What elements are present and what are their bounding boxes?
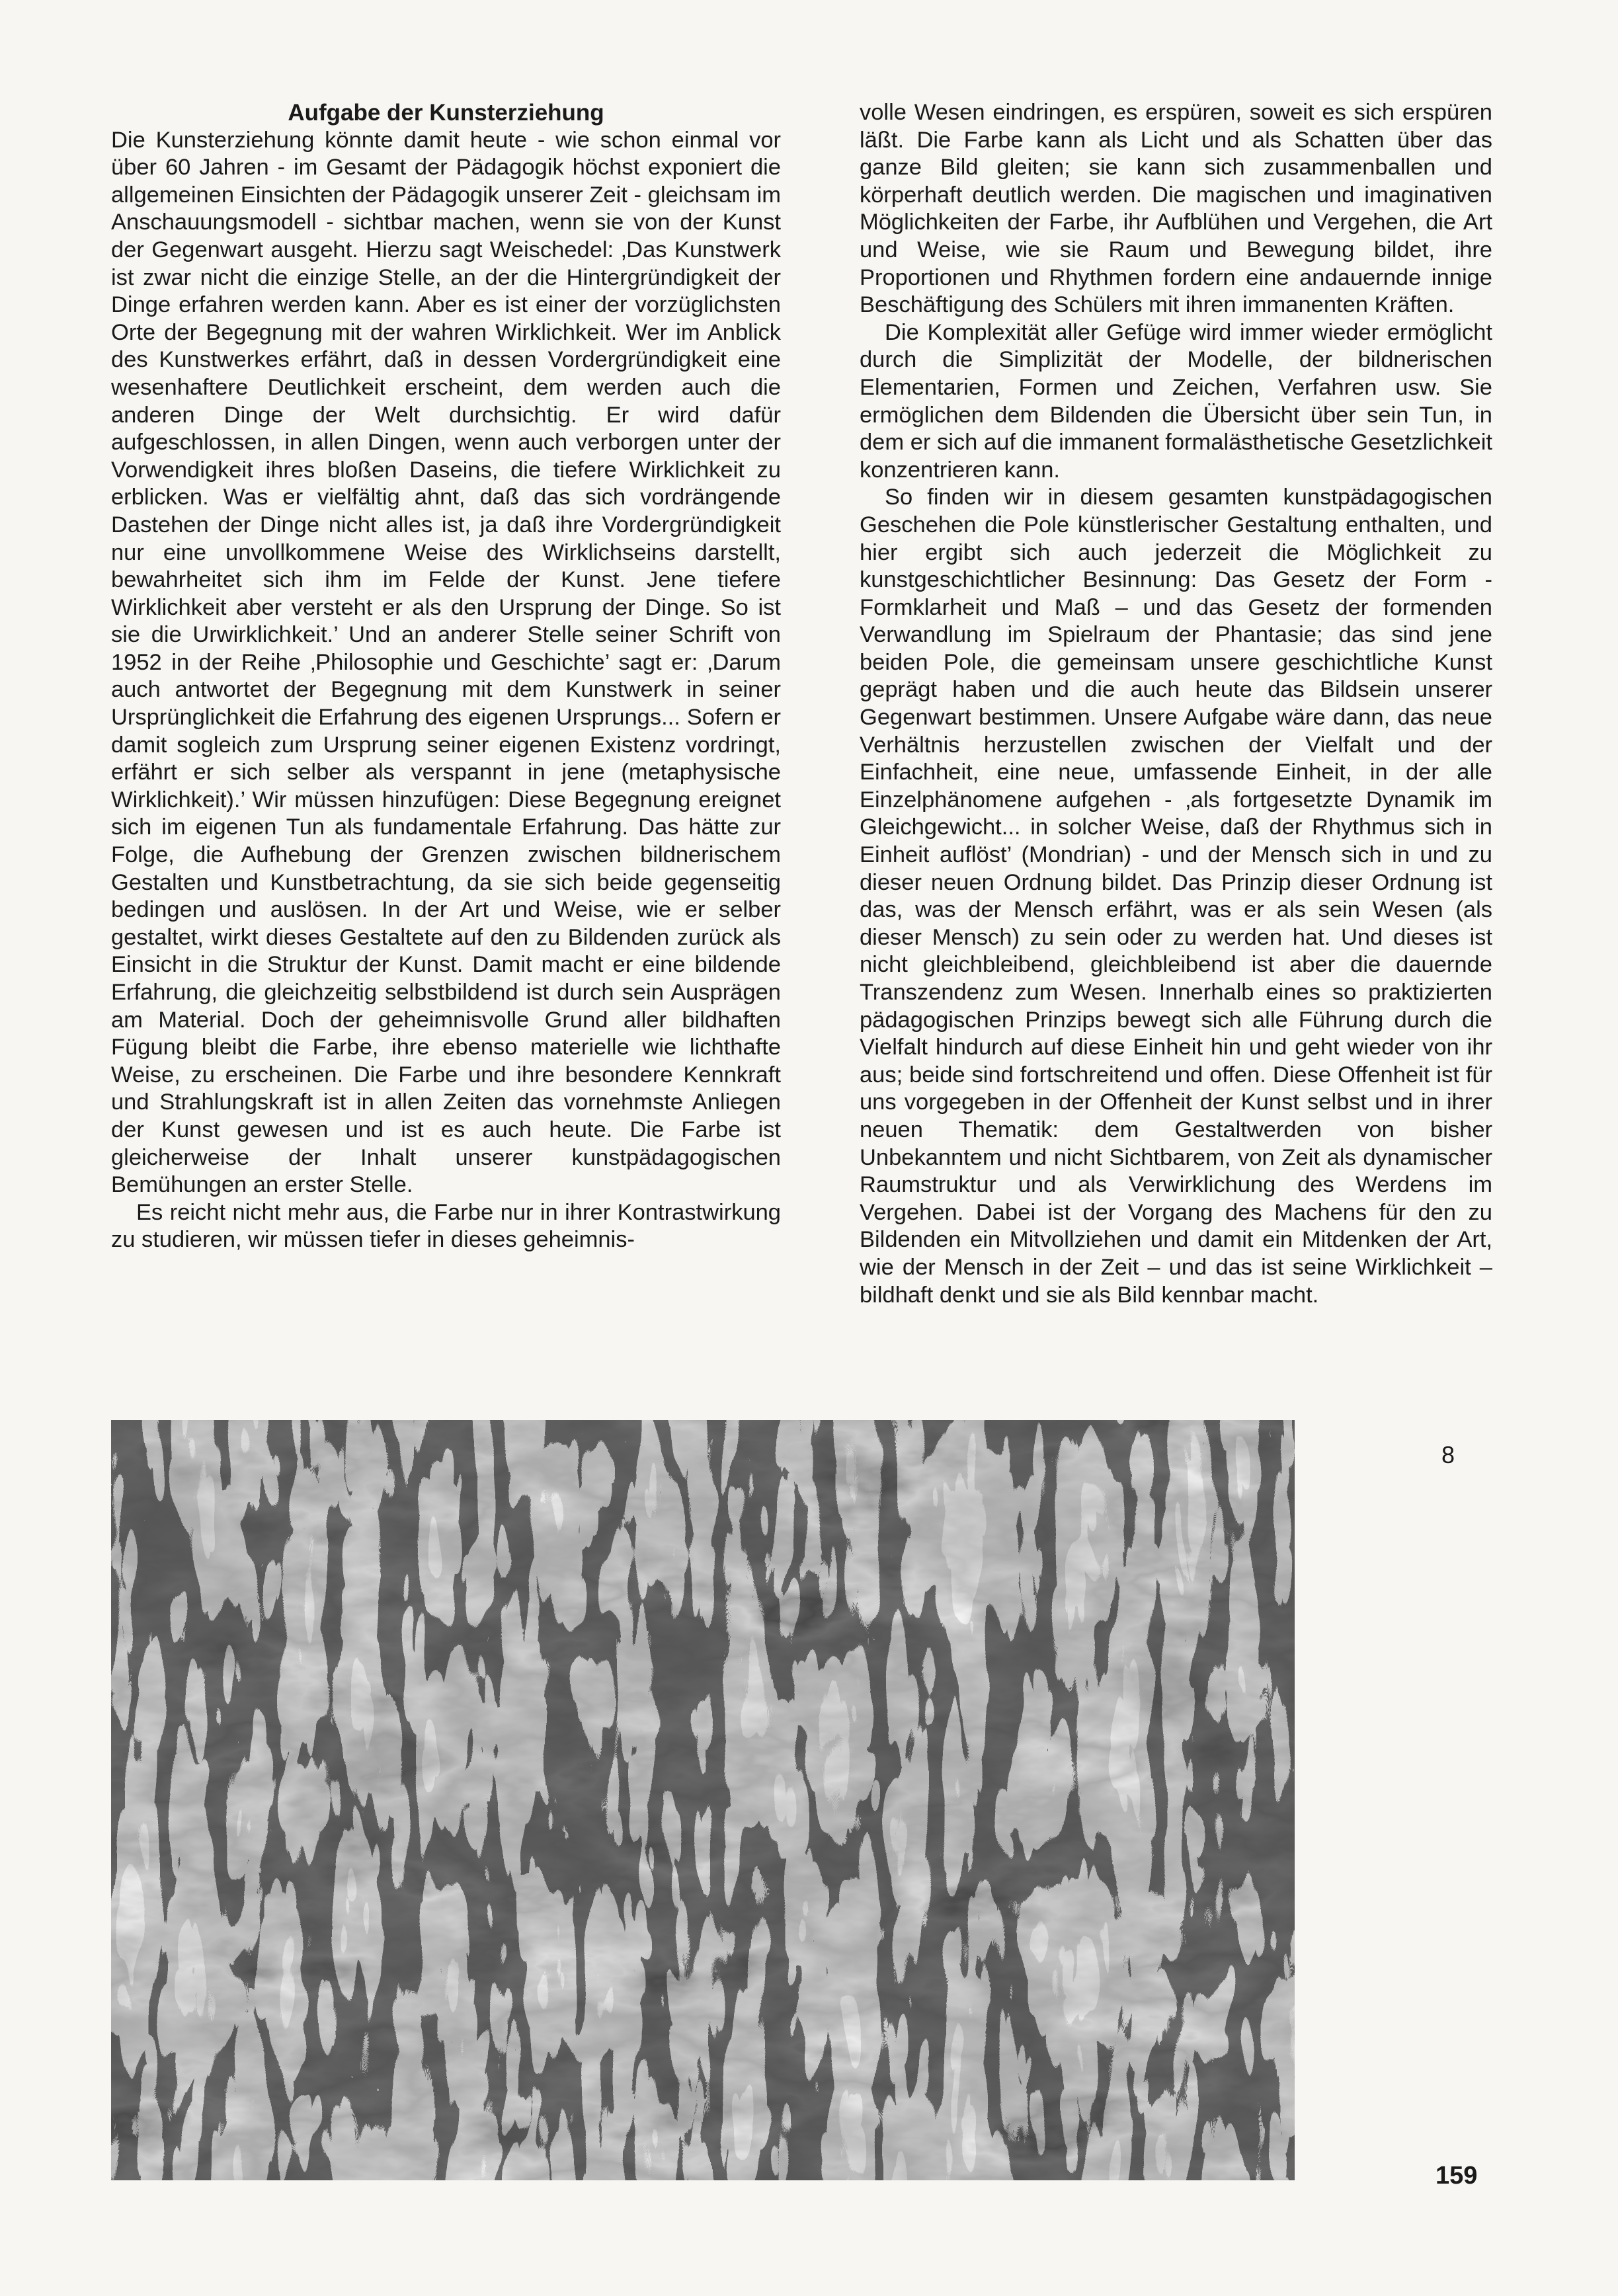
page-number: 159 (1436, 2162, 1478, 2190)
figure-number: 8 (1441, 1441, 1455, 1468)
left-column (111, 99, 781, 1254)
left-paragraph-2: Es reicht nicht mehr aus, die Farbe nur in ihrer Kontrastwirkung zu studieren, wir müssen tiefer in dieses geheimnis- (111, 1199, 781, 1253)
abstract-painting-image (111, 1420, 1295, 2180)
section-heading: Aufgabe der Kunsterziehung (288, 100, 604, 126)
right-paragraph-2: Die Komplexität aller Gefüge wird immer wieder ermöglicht durch die Simplizität der Modelle, der bildnerischen Elementarien, Formen und Zeichen, Verfahren usw. Sie ermöglichen dem Bildenden die Übersicht über sein Tun, in dem er sich auf die immanent formalästhetische Gesetzlichkeit konzentrieren kann. (860, 319, 1492, 483)
artwork-photo (111, 1420, 1295, 2180)
right-column (860, 99, 1492, 1309)
right-paragraph-3: So finden wir in diesem gesamten kunstpädagogischen Geschehen die Pole künstlerischer Gestaltung enthalten, und hier ergibt sich auch jederzeit die Möglichkeit zu kunstgeschichtlicher Besinnung: Das Gesetz der Form - Formklarheit und Maß – und das Gesetz der formenden Verwandlung im Spielraum der Phantasie; das sind jene beiden Pole, die gemeinsam unsere geschichtliche Kunst geprägt haben und die auch heute das Bildsein unserer Gegenwart bestimmen. Unsere Aufgabe wäre dann, das neue Verhältnis herzustellen zwischen der Vielfalt und der Einfachheit, eine neue, umfassende Einheit, in der alle Einzelphänomene aufgehen - ‚als fortgesetzte Dynamik im Gleichgewicht... in solcher Weise, daß der Rhythmus sich in Einheit auflöst’ (Mondrian) - und der Mensch sich in und zu dieser neuen Ordnung bildet. Das Prinzip dieser Ordnung ist das, was der Mensch erfährt, was er als sein Wesen (als dieser Mensch) zu sein oder zu werden hat. Und dieses ist nicht gleichbleibend, gleichbleibend ist aber die dauernde Transzendenz zum Wesen. Innerhalb eines so praktizierten pädagogischen Prinzips bewegt sich alle Führung durch die Vielfalt hindurch auf diese Einheit hin und geht wieder von ihr aus; beide sind fortschreitend und offen. Diese Offenheit ist für uns vorgegeben in der Offenheit der Kunst selbst und in ihrer neuen Thematik: dem Gestaltwerden von bisher Unbekanntem und nicht Sichtbarem, von Zeit als dynamischer Raumstruktur und als Verwirklichung des Werdens im Vergehen. Dabei ist der Vorgang des Machens für den zu Bildenden ein Mitvollziehen und damit ein Mitdenken der Art, wie der Mensch in der Zeit – und das ist seine Wirklichkeit – bildhaft denkt und sie als Bild kennbar macht. (860, 485, 1492, 1308)
left-paragraph-1: Die Kunsterziehung könnte damit heute - wie schon einmal vor über 60 Jahren - im Gesamt der Pädagogik höchst exponiert die allgemeinen Einsichten der Pädagogik unserer Zeit - gleichsam im Anschauungsmodell - sichtbar machen, wenn sie von der Kunst der Gegenwart ausgeht. Hierzu sagt Weischedel: ‚Das Kunstwerk ist zwar nicht die einzige Stelle, an der die Hintergründigkeit der Dinge erfahren werden kann. Aber es ist einer der vorzüglichsten Orte der Begegnung mit der wahren Wirklichkeit. Wer im Anblick des Kunstwerkes erfährt, daß in dessen Vordergründigkeit eine wesenhaftere Deutlichkeit erscheint, dem werden auch die anderen Dinge der Welt durchsichtig. Er wird dafür aufgeschlossen, in allen Dingen, wenn auch verborgen unter der Vorwendigkeit ihres bloßen Daseins, die tiefere Wirklichkeit zu erblicken. Was er vielfältig ahnt, daß das sich vordrängende Dastehen der Dinge nicht alles ist, ja daß ihre Vordergründigkeit nur eine unvollkommene Weise des Wirklichseins darstellt, bewahrheitet sich ihm im Felde der Kunst. Jene tiefere Wirklichkeit aber versteht er als den Ursprung der Dinge. So ist sie die Urwirklichkeit.’ Und an anderer Stelle seiner Schrift von 1952 in der Reihe ‚Philosophie und Geschichte’ sagt er: ‚Darum auch antwortet der Begegnung mit dem Kunstwerk in seiner Ursprünglichkeit die Erfahrung des eigenen Ursprungs... Sofern er damit sogleich zum Ursprung seiner eigenen Existenz vordringt, erfährt er sich selber als verspannt in jene (metaphysische Wirklichkeit).’ Wir müssen hinzufügen: Diese Begegnung ereignet sich im eigenen Tun als fundamentale Erfahrung. Das hätte zur Folge, die Aufhebung der Grenzen zwischen bildnerischem Gestalten und Kunstbetrachtung, da sie sich beide gegenseitig bedingen und auslösen. In der Art und Weise, wie er selber gestaltet, wirkt dieses Gestaltete auf den zu Bildenden zurück als Einsicht in die Struktur der Kunst. Damit macht er eine bildende Erfahrung, die gleichzeitig selbstbildend ist durch sein Ausprägen am Material. Doch der geheimnisvolle Grund aller bildhaften Fügung bleibt die Farbe, ihre ebenso materielle wie lichthafte Weise, zu erscheinen. Die Farbe und ihre besondere Kennkraft und Strahlungskraft ist in allen Zeiten das vornehmste Anliegen der Kunst gewesen und ist es auch heute. Die Farbe ist gleicherweise der Inhalt unserer kunstpädagogischen Bemühungen an erster Stelle. (111, 127, 781, 1198)
right-paragraph-1: volle Wesen eindringen, es erspüren, soweit es sich erspüren läßt. Die Farbe kann als Licht und als Schatten über das ganze Bild gleiten; sie kann sich zusammenballen und körperhaft deutlich werden. Die magischen und imaginativen Möglichkeiten der Farbe, ihr Aufblühen und Vergehen, die Art und Weise, wie sie Raum und Bewegung bildet, ihre Proportionen und Rhythmen fordern eine andauernde innige Beschäftigung des Schülers mit ihren immanenten Kräften. (860, 100, 1492, 318)
